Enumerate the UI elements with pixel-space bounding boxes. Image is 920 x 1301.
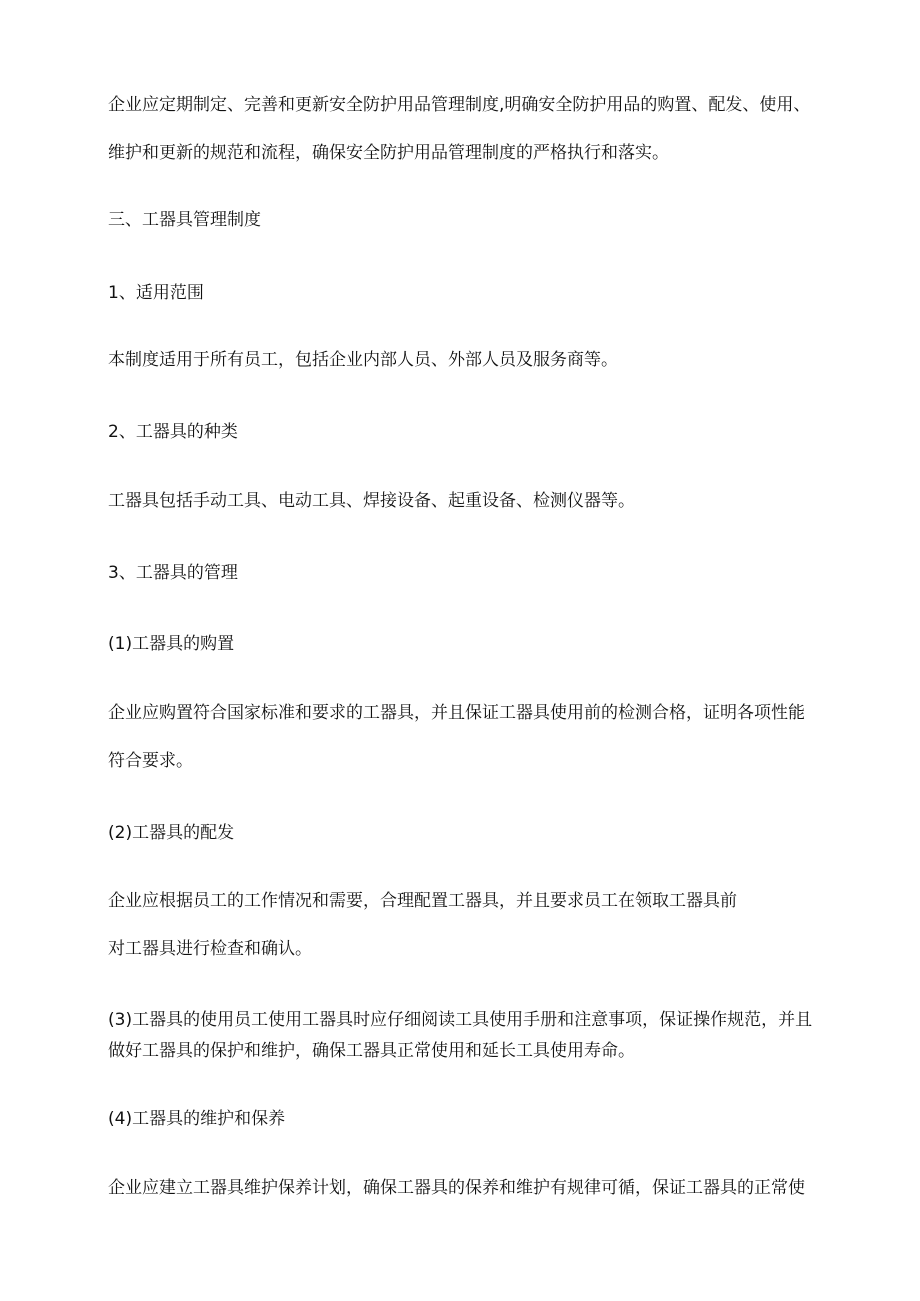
item-heading-distribution: (2)工器具的配发 [108,823,235,843]
subheading-tool-types: 2、工器具的种类 [108,422,238,442]
paragraph-ppe-line-1: 企业应定期制定、完善和更新安全防护用品管理制度,明确安全防护用品的购置、配发、使用、 [108,95,811,115]
paragraph-distribution-line-2: 对工器具进行检查和确认。 [108,939,312,959]
paragraph-tool-types: 工器具包括手动工具、电动工具、焊接设备、起重设备、检测仪器等。 [108,491,635,511]
paragraph-usage-line-2: 做好工器具的保护和维护，确保工器具正常使用和延长工具使用寿命。 [108,1041,635,1061]
paragraph-scope: 本制度适用于所有员工，包括企业内部人员、外部人员及服务商等。 [108,350,618,370]
item-heading-maintenance: (4)工器具的维护和保养 [108,1109,286,1129]
paragraph-distribution-line-1: 企业应根据员工的工作情况和需要，合理配置工器具，并且要求员工在领取工器具前 [108,891,737,911]
paragraph-purchase-line-1: 企业应购置符合国家标准和要求的工器具，并且保证工器具使用前的检测合格，证明各项性能 [108,703,805,723]
paragraph-ppe-line-2: 维护和更新的规范和流程，确保安全防护用品管理制度的严格执行和落实。 [108,143,669,163]
paragraph-purchase-line-2: 符合要求。 [108,751,193,771]
item-heading-purchase: (1)工器具的购置 [108,634,235,654]
subheading-scope: 1、适用范围 [108,283,204,303]
paragraph-maintenance-line-1: 企业应建立工器具维护保养计划，确保工器具的保养和维护有规律可循，保证工器具的正常使 [108,1178,805,1198]
subheading-tool-management: 3、工器具的管理 [108,563,238,583]
paragraph-usage-line-1: (3)工器具的使用员工使用工器具时应仔细阅读工具使用手册和注意事项，保证操作规范，并且 [108,1010,813,1030]
section-heading-tools: 三、工器具管理制度 [108,210,261,230]
